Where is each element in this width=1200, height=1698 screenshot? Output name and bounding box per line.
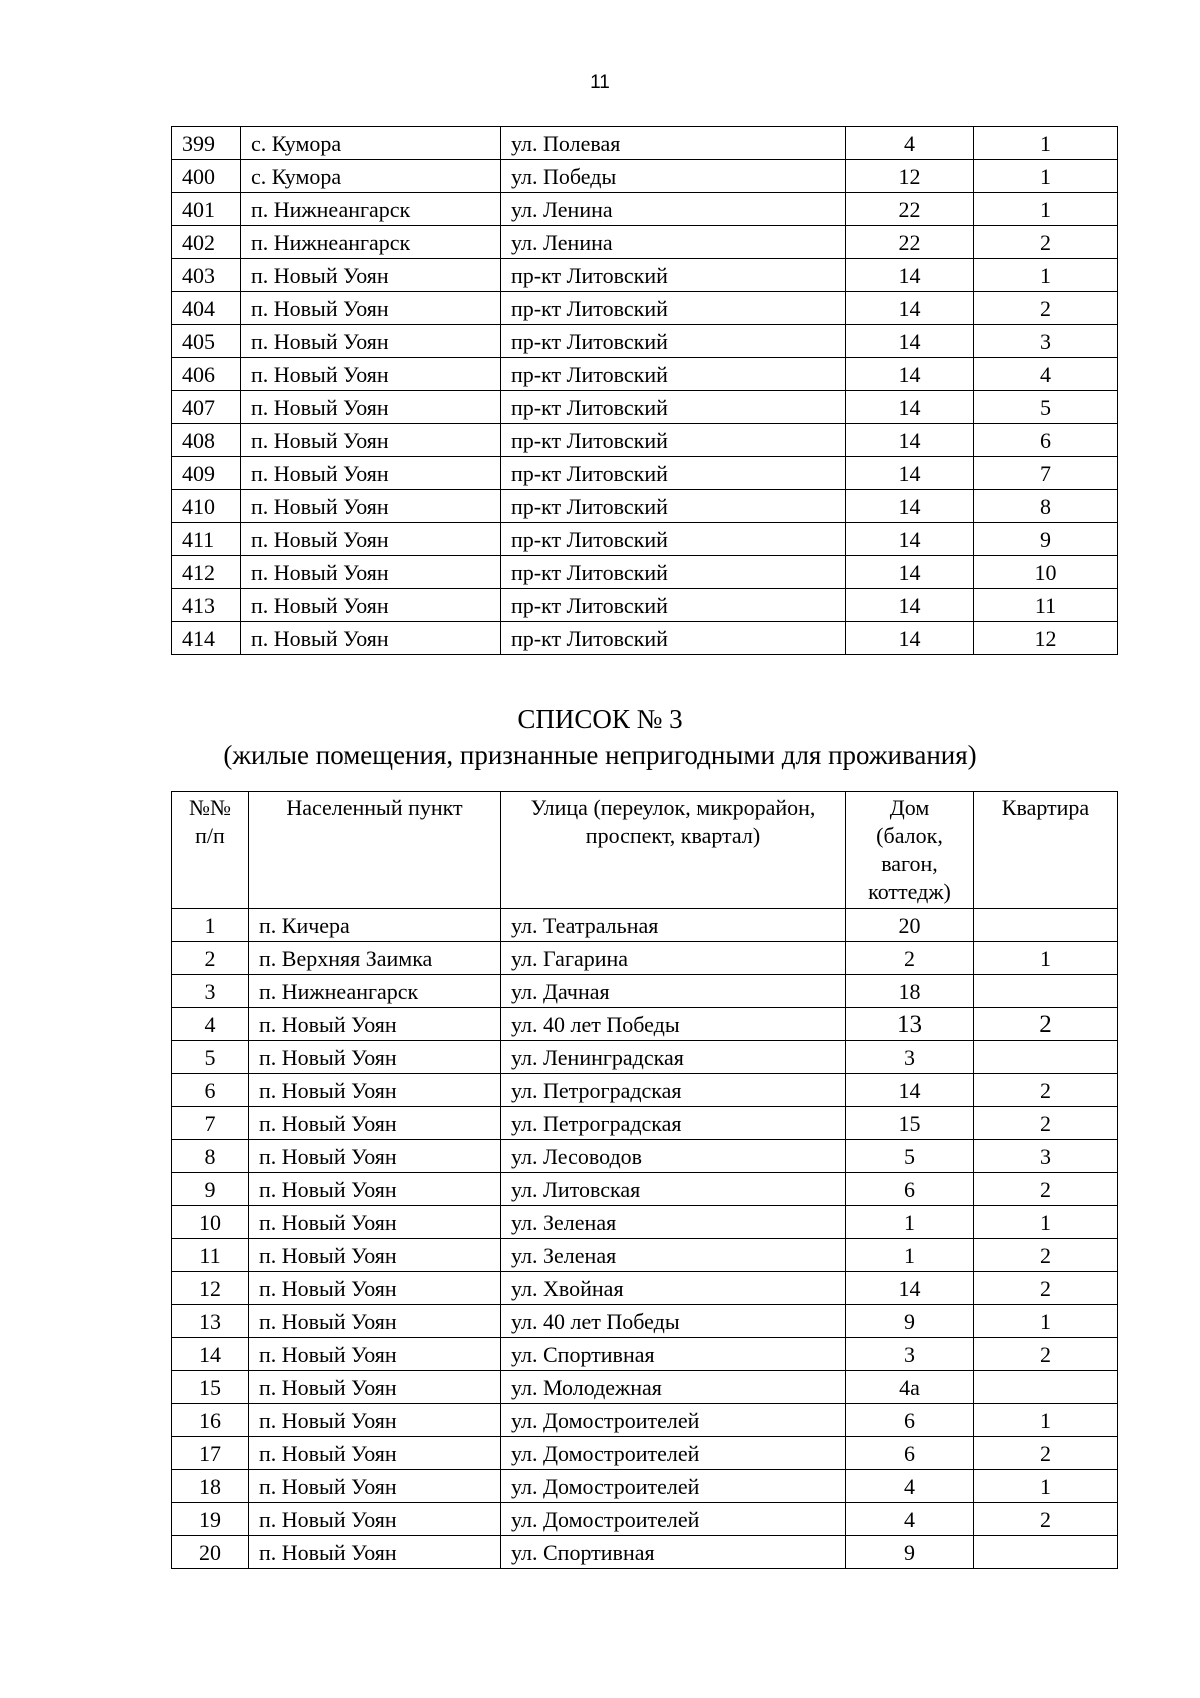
cell-apartment: 2 [974, 1173, 1118, 1206]
table-row [172, 1272, 1118, 1305]
cell-number: 412 [172, 556, 241, 589]
cell-apartment: 1 [974, 259, 1118, 292]
table-header-row [172, 792, 1118, 909]
cell-number: 411 [172, 523, 241, 556]
cell-street: ул. Домостроителей [501, 1437, 846, 1470]
cell-apartment [974, 1536, 1118, 1569]
header-number: №№ п/п [172, 792, 249, 909]
cell-street: пр-кт Литовский [501, 490, 846, 523]
cell-number: 402 [172, 226, 241, 259]
cell-settlement: п. Новый Уоян [241, 589, 501, 622]
cell-number: 14 [172, 1338, 249, 1371]
cell-house: 6 [846, 1404, 974, 1437]
cell-number: 409 [172, 457, 241, 490]
table-row [172, 424, 1118, 457]
cell-street: ул. 40 лет Победы [501, 1305, 846, 1338]
cell-house: 5 [846, 1140, 974, 1173]
cell-number: 17 [172, 1437, 249, 1470]
cell-settlement: п. Новый Уоян [241, 490, 501, 523]
cell-street: пр-кт Литовский [501, 556, 846, 589]
cell-street: ул. Лесоводов [501, 1140, 846, 1173]
cell-street: ул. Зеленая [501, 1206, 846, 1239]
list-subtitle: (жилые помещения, признанные непригодными для проживания) [223, 740, 977, 770]
cell-settlement: п. Нижнеангарск [249, 975, 501, 1008]
table-row [172, 1503, 1118, 1536]
list-title: СПИСОК № 3 [517, 704, 683, 734]
cell-apartment: 1 [974, 160, 1118, 193]
table-row [172, 622, 1118, 655]
cell-apartment [974, 975, 1118, 1008]
cell-street: пр-кт Литовский [501, 391, 846, 424]
cell-apartment: 1 [974, 1404, 1118, 1437]
table-row [172, 325, 1118, 358]
cell-house: 14 [846, 424, 974, 457]
cell-street: пр-кт Литовский [501, 325, 846, 358]
cell-street: ул. Молодежная [501, 1371, 846, 1404]
cell-number: 13 [172, 1305, 249, 1338]
cell-street: ул. Домостроителей [501, 1470, 846, 1503]
cell-street: ул. Полевая [501, 127, 846, 160]
cell-settlement: п. Новый Уоян [241, 391, 501, 424]
table-row [172, 1470, 1118, 1503]
cell-number: 16 [172, 1404, 249, 1437]
cell-apartment: 3 [974, 1140, 1118, 1173]
cell-house: 14 [846, 292, 974, 325]
cell-house: 14 [846, 457, 974, 490]
cell-settlement: п. Новый Уоян [249, 1470, 501, 1503]
cell-street: пр-кт Литовский [501, 622, 846, 655]
cell-street: ул. Петроградская [501, 1074, 846, 1107]
cell-number: 18 [172, 1470, 249, 1503]
table-row [172, 1041, 1118, 1074]
cell-street: пр-кт Литовский [501, 457, 846, 490]
table-row [172, 292, 1118, 325]
table-row [172, 523, 1118, 556]
cell-settlement: п. Новый Уоян [249, 1503, 501, 1536]
cell-apartment: 11 [974, 589, 1118, 622]
cell-apartment: 1 [974, 1470, 1118, 1503]
cell-number: 12 [172, 1272, 249, 1305]
cell-settlement: п. Новый Уоян [249, 1536, 501, 1569]
cell-number: 9 [172, 1173, 249, 1206]
cell-house: 6 [846, 1437, 974, 1470]
cell-house: 22 [846, 226, 974, 259]
cell-house: 14 [846, 1074, 974, 1107]
cell-apartment: 10 [974, 556, 1118, 589]
cell-house: 14 [846, 490, 974, 523]
table-row [172, 127, 1118, 160]
table-row [172, 1206, 1118, 1239]
table-row [172, 1074, 1118, 1107]
cell-street: ул. Домостроителей [501, 1503, 846, 1536]
cell-street: ул. Литовская [501, 1173, 846, 1206]
cell-house: 1 [846, 1239, 974, 1272]
cell-street: ул. Зеленая [501, 1239, 846, 1272]
cell-street: пр-кт Литовский [501, 358, 846, 391]
cell-street: пр-кт Литовский [501, 424, 846, 457]
housing-table-continued [171, 126, 1118, 655]
cell-settlement: п. Новый Уоян [241, 259, 501, 292]
cell-number: 20 [172, 1536, 249, 1569]
cell-house: 9 [846, 1536, 974, 1569]
cell-street: ул. Дачная [501, 975, 846, 1008]
cell-street: ул. Театральная [501, 909, 846, 942]
cell-apartment: 2 [974, 1338, 1118, 1371]
cell-house: 20 [846, 909, 974, 942]
cell-number: 11 [172, 1239, 249, 1272]
cell-street: ул. Петроградская [501, 1107, 846, 1140]
cell-apartment: 1 [974, 127, 1118, 160]
cell-apartment [974, 1041, 1118, 1074]
cell-street: пр-кт Литовский [501, 292, 846, 325]
cell-street: пр-кт Литовский [501, 259, 846, 292]
cell-settlement: п. Новый Уоян [241, 358, 501, 391]
cell-settlement: п. Новый Уоян [249, 1272, 501, 1305]
cell-house: 12 [846, 160, 974, 193]
cell-settlement: п. Новый Уоян [249, 1305, 501, 1338]
cell-apartment: 2 [974, 292, 1118, 325]
cell-apartment: 2 [974, 226, 1118, 259]
cell-number: 19 [172, 1503, 249, 1536]
cell-settlement: п. Новый Уоян [249, 1206, 501, 1239]
cell-number: 406 [172, 358, 241, 391]
cell-apartment: 1 [974, 193, 1118, 226]
cell-settlement: п. Новый Уоян [241, 523, 501, 556]
cell-street: пр-кт Литовский [501, 589, 846, 622]
unfit-housing-table [171, 791, 1118, 1569]
cell-apartment: 2 [974, 1503, 1118, 1536]
cell-apartment: 3 [974, 325, 1118, 358]
table-row [172, 193, 1118, 226]
cell-house: 15 [846, 1107, 974, 1140]
cell-apartment: 2 [974, 1437, 1118, 1470]
cell-house: 4 [846, 127, 974, 160]
cell-street: ул. Спортивная [501, 1536, 846, 1569]
cell-number: 413 [172, 589, 241, 622]
cell-number: 15 [172, 1371, 249, 1404]
cell-apartment: 2 [974, 1107, 1118, 1140]
table-row [172, 1371, 1118, 1404]
cell-number: 404 [172, 292, 241, 325]
table-row [172, 457, 1118, 490]
cell-number: 4 [172, 1008, 249, 1041]
cell-street: ул. Домостроителей [501, 1404, 846, 1437]
cell-house: 14 [846, 556, 974, 589]
cell-settlement: п. Нижнеангарск [241, 226, 501, 259]
housing-table-continued-body [172, 127, 1118, 655]
header-house: Дом (балок, вагон, коттедж) [846, 792, 974, 909]
cell-settlement: п. Кичера [249, 909, 501, 942]
cell-house: 14 [846, 589, 974, 622]
cell-settlement: п. Новый Уоян [249, 1239, 501, 1272]
table-row [172, 1008, 1118, 1041]
cell-house: 9 [846, 1305, 974, 1338]
cell-settlement: п. Верхняя Заимка [249, 942, 501, 975]
cell-settlement: п. Новый Уоян [241, 325, 501, 358]
table-row [172, 909, 1118, 942]
table-row [172, 1305, 1118, 1338]
cell-settlement: п. Нижнеангарск [241, 193, 501, 226]
cell-number: 403 [172, 259, 241, 292]
cell-house: 14 [846, 259, 974, 292]
table-row [172, 358, 1118, 391]
cell-settlement: п. Новый Уоян [241, 457, 501, 490]
cell-house: 2 [846, 942, 974, 975]
cell-settlement: п. Новый Уоян [241, 622, 501, 655]
cell-apartment: 1 [974, 942, 1118, 975]
table-row [172, 391, 1118, 424]
cell-settlement: п. Новый Уоян [241, 424, 501, 457]
table-row [172, 226, 1118, 259]
table-row [172, 1338, 1118, 1371]
cell-house: 3 [846, 1041, 974, 1074]
cell-number: 10 [172, 1206, 249, 1239]
cell-street: ул. Ленина [501, 193, 846, 226]
cell-number: 408 [172, 424, 241, 457]
cell-number: 5 [172, 1041, 249, 1074]
cell-number: 407 [172, 391, 241, 424]
cell-apartment [974, 909, 1118, 942]
cell-number: 401 [172, 193, 241, 226]
cell-apartment [974, 1371, 1118, 1404]
unfit-housing-table-body [172, 909, 1118, 1569]
cell-settlement: п. Новый Уоян [249, 1338, 501, 1371]
table-row [172, 1107, 1118, 1140]
cell-number: 7 [172, 1107, 249, 1140]
cell-number: 1 [172, 909, 249, 942]
cell-settlement: п. Новый Уоян [249, 1074, 501, 1107]
cell-house: 4 [846, 1470, 974, 1503]
cell-settlement: п. Новый Уоян [249, 1107, 501, 1140]
cell-street: ул. Ленина [501, 226, 846, 259]
table-row [172, 1437, 1118, 1470]
cell-street: ул. Ленинградская [501, 1041, 846, 1074]
cell-house: 14 [846, 1272, 974, 1305]
cell-settlement: п. Новый Уоян [249, 1008, 501, 1041]
cell-street: ул. Хвойная [501, 1272, 846, 1305]
header-street: Улица (переулок, микрорайон, проспект, квартал) [501, 792, 846, 909]
cell-settlement: п. Новый Уоян [249, 1041, 501, 1074]
cell-street: ул. Спортивная [501, 1338, 846, 1371]
table-row [172, 160, 1118, 193]
cell-street: ул. 40 лет Победы [501, 1008, 846, 1041]
cell-apartment: 2 [974, 1239, 1118, 1272]
cell-settlement: п. Новый Уоян [249, 1173, 501, 1206]
cell-apartment: 6 [974, 424, 1118, 457]
table-row [172, 1536, 1118, 1569]
cell-number: 399 [172, 127, 241, 160]
cell-settlement: п. Новый Уоян [249, 1404, 501, 1437]
cell-house: 14 [846, 622, 974, 655]
cell-apartment: 1 [974, 1305, 1118, 1338]
cell-apartment: 1 [974, 1206, 1118, 1239]
cell-apartment: 2 [974, 1272, 1118, 1305]
cell-house: 14 [846, 358, 974, 391]
cell-house: 6 [846, 1173, 974, 1206]
table-row [172, 589, 1118, 622]
cell-house: 4а [846, 1371, 974, 1404]
cell-settlement: п. Новый Уоян [241, 292, 501, 325]
cell-apartment: 12 [974, 622, 1118, 655]
cell-house: 18 [846, 975, 974, 1008]
header-apartment: Квартира [974, 792, 1118, 909]
cell-street: ул. Победы [501, 160, 846, 193]
cell-number: 414 [172, 622, 241, 655]
table-row [172, 975, 1118, 1008]
cell-house: 4 [846, 1503, 974, 1536]
cell-house: 14 [846, 523, 974, 556]
cell-street: пр-кт Литовский [501, 523, 846, 556]
table-row [172, 1173, 1118, 1206]
cell-number: 410 [172, 490, 241, 523]
cell-house: 3 [846, 1338, 974, 1371]
cell-number: 405 [172, 325, 241, 358]
table-row [172, 1239, 1118, 1272]
cell-street: ул. Гагарина [501, 942, 846, 975]
cell-house: 14 [846, 391, 974, 424]
cell-apartment: 4 [974, 358, 1118, 391]
table-row [172, 556, 1118, 589]
table-row [172, 490, 1118, 523]
cell-settlement: п. Новый Уоян [249, 1437, 501, 1470]
cell-house: 22 [846, 193, 974, 226]
table-row [172, 942, 1118, 975]
cell-apartment: 7 [974, 457, 1118, 490]
cell-number: 400 [172, 160, 241, 193]
cell-settlement: с. Кумора [241, 160, 501, 193]
header-settlement: Населенный пункт [249, 792, 501, 909]
cell-apartment: 2 [974, 1008, 1118, 1041]
cell-number: 8 [172, 1140, 249, 1173]
cell-house: 14 [846, 325, 974, 358]
table-row [172, 1140, 1118, 1173]
cell-apartment: 9 [974, 523, 1118, 556]
cell-number: 3 [172, 975, 249, 1008]
cell-number: 6 [172, 1074, 249, 1107]
cell-number: 2 [172, 942, 249, 975]
cell-apartment: 2 [974, 1074, 1118, 1107]
table-row [172, 1404, 1118, 1437]
cell-settlement: с. Кумора [241, 127, 501, 160]
page-number: 11 [590, 72, 610, 93]
cell-apartment: 8 [974, 490, 1118, 523]
cell-house: 1 [846, 1206, 974, 1239]
cell-settlement: п. Новый Уоян [241, 556, 501, 589]
cell-apartment: 5 [974, 391, 1118, 424]
cell-house: 13 [846, 1008, 974, 1041]
cell-settlement: п. Новый Уоян [249, 1140, 501, 1173]
table-row [172, 259, 1118, 292]
cell-settlement: п. Новый Уоян [249, 1371, 501, 1404]
